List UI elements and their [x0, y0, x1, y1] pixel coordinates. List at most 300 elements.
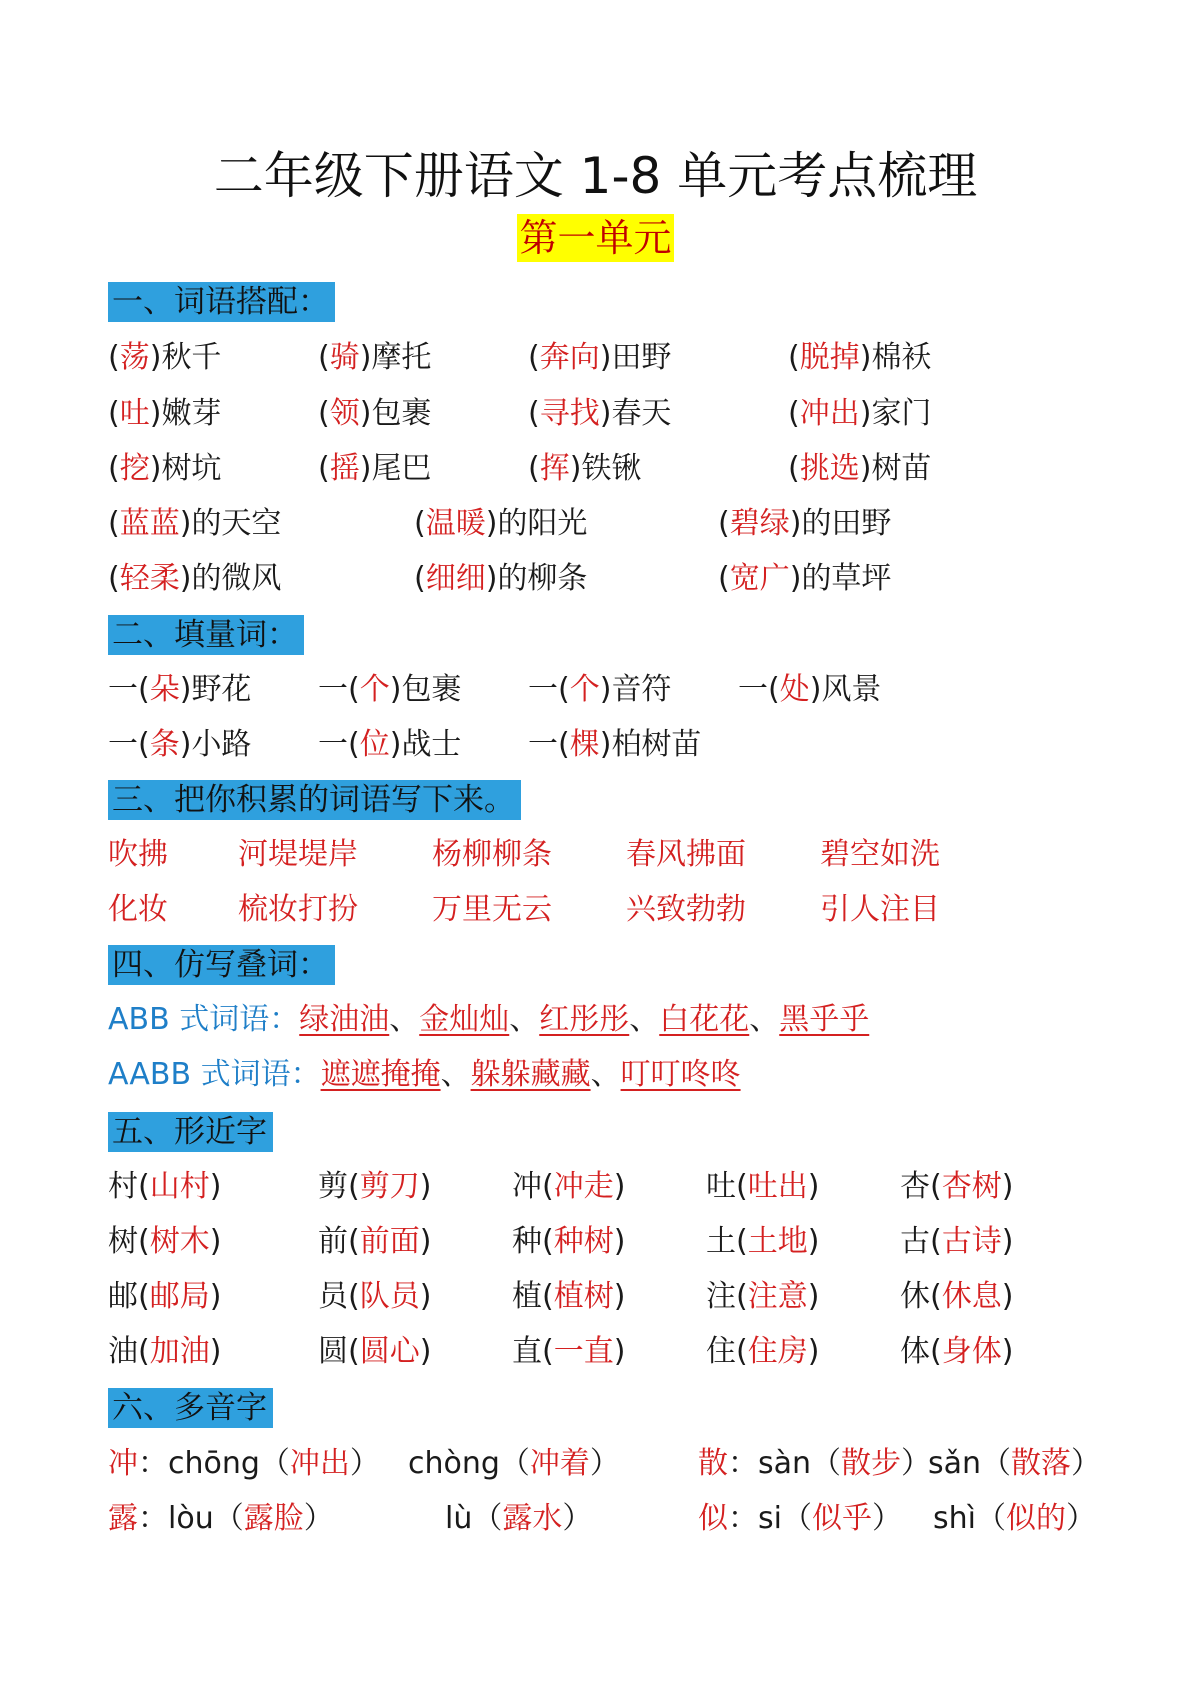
paren-close: ) — [859, 451, 872, 486]
measure-item — [528, 668, 671, 712]
paren-open: ( — [348, 1334, 360, 1369]
paren-close: ) — [485, 506, 498, 541]
answer-word: 温暖 — [425, 506, 486, 541]
answer-word: 挑选 — [799, 451, 860, 486]
example-word: 队员 — [359, 1279, 420, 1314]
paren-open: ( — [718, 561, 730, 596]
paren-close: ) — [789, 561, 802, 596]
pinyin: chòng — [408, 1446, 500, 1481]
paren-close: ) — [859, 340, 872, 375]
vocab-word: 化妆 — [108, 892, 168, 927]
base-char: 注 — [706, 1279, 736, 1314]
pairing-noun: 的微风 — [191, 561, 282, 596]
base-char: 吐 — [706, 1169, 736, 1204]
paren-close: ) — [599, 672, 612, 707]
base-char: 住 — [706, 1334, 736, 1369]
paren-close: ) — [359, 340, 372, 375]
paren-close: ) — [209, 1334, 222, 1369]
answer-word: 冲出 — [799, 396, 860, 431]
separator: 、 — [749, 1002, 780, 1037]
paren-close: ) — [209, 1169, 222, 1204]
paren-open: ( — [788, 340, 800, 375]
pairing-item — [108, 502, 281, 546]
similar-char-item — [108, 1220, 221, 1264]
answer-word: 奔向 — [539, 340, 600, 375]
similar-char-item — [512, 1275, 625, 1319]
example-word: 土地 — [747, 1224, 808, 1259]
paren-open: ( — [788, 451, 800, 486]
pairing-item — [528, 392, 671, 436]
base-char: 休 — [900, 1279, 930, 1314]
pairing-row — [0, 557, 1191, 601]
base-char: 直 — [512, 1334, 542, 1369]
measure-word: 处 — [779, 672, 810, 707]
answer-word: 领 — [329, 396, 360, 431]
paren-open: ( — [736, 1279, 748, 1314]
measure-item — [318, 723, 461, 767]
separator: 、 — [389, 1002, 420, 1037]
paren-open: ( — [542, 1169, 554, 1204]
similar-char-item — [900, 1220, 1013, 1264]
vocab-word: 春风拂面 — [626, 837, 746, 872]
example-word: 冲着 — [529, 1446, 590, 1481]
measure-word: 棵 — [569, 727, 600, 762]
pairing-row — [0, 392, 1191, 436]
polyphone-reading-2 — [928, 1442, 1101, 1486]
paren-open: ( — [528, 396, 540, 431]
example-word: 露水 — [502, 1501, 563, 1536]
paren-open: ( — [718, 506, 730, 541]
paren-open: ( — [108, 396, 120, 431]
paren-open: ( — [788, 396, 800, 431]
example-word: 杏树 — [941, 1169, 1002, 1204]
paren-close: ) — [809, 672, 822, 707]
paren-close: ) — [179, 506, 192, 541]
paren-close: ) — [359, 396, 372, 431]
colon: ： — [728, 1501, 758, 1536]
vocab-word: 吹拂 — [108, 837, 168, 872]
similar-char-item — [900, 1165, 1013, 1209]
paren-close: ) — [179, 561, 192, 596]
pairing-noun: 尾巴 — [371, 451, 432, 486]
polyphone-reading-1 — [108, 1497, 334, 1541]
similar-char-item — [900, 1330, 1013, 1374]
similar-char-item — [706, 1275, 819, 1319]
answer-word: 细细 — [425, 561, 486, 596]
example-word: 注意 — [747, 1279, 808, 1314]
measure-item — [108, 723, 251, 767]
page-title: 二年级下册语文 1-8 单元考点梳理 — [213, 147, 978, 205]
redup-word: 黑乎乎 — [779, 1002, 870, 1037]
separator: 、 — [440, 1057, 471, 1092]
base-char: 植 — [512, 1279, 542, 1314]
pairing-item — [414, 557, 587, 601]
vocab-row — [0, 833, 1191, 877]
answer-word: 宽广 — [729, 561, 790, 596]
paren-open: ( — [528, 340, 540, 375]
pairing-noun: 棉袄 — [871, 340, 932, 375]
similar-char-item — [108, 1330, 221, 1374]
similar-char-item — [900, 1275, 1013, 1319]
paren-open: （ — [781, 1501, 812, 1536]
example-word: 剪刀 — [359, 1169, 420, 1204]
paren-close: ) — [599, 727, 612, 762]
unit-title: 第一单元 — [519, 216, 672, 260]
paren-close: ) — [149, 396, 162, 431]
pairing-item — [318, 447, 431, 491]
paren-close: ) — [359, 451, 372, 486]
paren-close: ) — [569, 451, 582, 486]
measure-item — [318, 668, 461, 712]
paren-open: （ — [499, 1446, 530, 1481]
paren-open: ( — [528, 451, 540, 486]
vocab-word: 碧空如洗 — [820, 837, 940, 872]
similar-char-item — [706, 1220, 819, 1264]
paren-close: ) — [179, 727, 192, 762]
polyphone-reading-2 — [445, 1497, 592, 1541]
pairing-item — [108, 447, 221, 491]
example-word: 邮局 — [149, 1279, 210, 1314]
paren-close: ) — [807, 1334, 820, 1369]
example-word: 露脸 — [243, 1501, 304, 1536]
example-word: 加油 — [149, 1334, 210, 1369]
polyphone-reading-1 — [698, 1442, 931, 1486]
abb-label: ABB 式词语： — [108, 1002, 300, 1037]
paren-open: ( — [930, 1224, 942, 1259]
measure-word: 条 — [149, 727, 180, 762]
measure-prefix: 一( — [318, 672, 360, 707]
example-word: 似乎 — [811, 1501, 872, 1536]
polyphone-row — [0, 1497, 1191, 1541]
aabb-label: AABB 式词语： — [108, 1057, 321, 1092]
section-heading-1: 一、词语搭配： — [108, 282, 335, 322]
pinyin: chōng — [168, 1446, 260, 1481]
unit-title-wrap — [0, 214, 1191, 262]
paren-close: ) — [419, 1224, 432, 1259]
pinyin: lù — [445, 1501, 473, 1536]
paren-close: ) — [789, 506, 802, 541]
vocab-word: 杨柳柳条 — [432, 837, 552, 872]
base-char: 前 — [318, 1224, 348, 1259]
measure-noun: 小路 — [191, 727, 252, 762]
answer-word: 摇 — [329, 451, 360, 486]
paren-close: ) — [389, 727, 402, 762]
pairing-noun: 的柳条 — [497, 561, 588, 596]
polyphone-row — [0, 1442, 1191, 1486]
pairing-item — [108, 557, 281, 601]
example-word: 吐出 — [747, 1169, 808, 1204]
similar-char-row — [0, 1220, 1191, 1264]
measure-prefix: 一( — [738, 672, 780, 707]
paren-close: ) — [859, 396, 872, 431]
separator: 、 — [509, 1002, 540, 1037]
separator: 、 — [590, 1057, 621, 1092]
pairing-item — [788, 447, 931, 491]
pinyin: sǎn — [928, 1446, 982, 1481]
measure-noun: 战士 — [401, 727, 462, 762]
separator: 、 — [629, 1002, 660, 1037]
paren-close: ) — [149, 451, 162, 486]
measure-prefix: 一( — [318, 727, 360, 762]
vocab-word: 兴致勃勃 — [626, 892, 746, 927]
paren-close: ） — [589, 1446, 620, 1481]
paren-close: ) — [179, 672, 192, 707]
section-heading-5: 五、形近字 — [108, 1112, 273, 1152]
answer-word: 荡 — [119, 340, 150, 375]
pairing-noun: 摩托 — [371, 340, 432, 375]
example-word: 住房 — [747, 1334, 808, 1369]
base-char: 村 — [108, 1169, 138, 1204]
measure-noun: 风景 — [821, 672, 882, 707]
base-char: 体 — [900, 1334, 930, 1369]
paren-close: ） — [349, 1446, 380, 1481]
measure-noun: 包裹 — [401, 672, 462, 707]
section-heading-6: 六、多音字 — [108, 1388, 273, 1428]
pairing-noun: 的草坪 — [801, 561, 892, 596]
paren-close: ） — [1065, 1501, 1096, 1536]
pairing-item — [718, 502, 891, 546]
paren-open: ( — [542, 1334, 554, 1369]
example-word: 植树 — [553, 1279, 614, 1314]
vocab-word: 河堤堤岸 — [238, 837, 358, 872]
paren-close: ) — [419, 1279, 432, 1314]
paren-close: ) — [807, 1169, 820, 1204]
redup-word: 叮叮咚咚 — [620, 1057, 741, 1092]
paren-open: ( — [108, 506, 120, 541]
similar-char-item — [108, 1165, 221, 1209]
pairing-item — [318, 336, 431, 380]
pairing-item — [788, 336, 931, 380]
section-heading-3: 三、把你积累的词语写下来。 — [108, 780, 521, 820]
redup-word: 金灿灿 — [419, 1002, 510, 1037]
paren-close: ) — [613, 1334, 626, 1369]
paren-close: ) — [485, 561, 498, 596]
paren-open: ( — [138, 1334, 150, 1369]
polyphone-char: 似 — [698, 1501, 728, 1536]
paren-open: ( — [736, 1334, 748, 1369]
paren-close: ) — [807, 1224, 820, 1259]
paren-close: ) — [1001, 1169, 1014, 1204]
paren-open: ( — [930, 1169, 942, 1204]
pairing-noun: 的天空 — [191, 506, 282, 541]
polyphone-reading-1 — [698, 1497, 902, 1541]
measure-word: 位 — [359, 727, 390, 762]
paren-open: ( — [736, 1169, 748, 1204]
pairing-item — [528, 336, 671, 380]
example-word: 山村 — [149, 1169, 210, 1204]
colon: ： — [138, 1446, 168, 1481]
similar-char-item — [318, 1275, 431, 1319]
vocab-word: 梳妆打扮 — [238, 892, 358, 927]
paren-open: ( — [318, 340, 330, 375]
paren-open: ( — [108, 561, 120, 596]
pairing-noun: 田野 — [611, 340, 672, 375]
pairing-noun: 的田野 — [801, 506, 892, 541]
paren-open: ( — [138, 1169, 150, 1204]
similar-char-item — [706, 1330, 819, 1374]
paren-close: ） — [1071, 1446, 1102, 1481]
measure-item — [738, 668, 881, 712]
colon: ： — [138, 1501, 168, 1536]
example-word: 树木 — [149, 1224, 210, 1259]
paren-close: ) — [807, 1279, 820, 1314]
paren-open: （ — [213, 1501, 244, 1536]
pairing-item — [528, 447, 641, 491]
example-word: 冲走 — [553, 1169, 614, 1204]
answer-word: 碧绿 — [729, 506, 790, 541]
paren-open: ( — [138, 1224, 150, 1259]
measure-noun: 音符 — [611, 672, 672, 707]
base-char: 种 — [512, 1224, 542, 1259]
paren-close: ) — [1001, 1224, 1014, 1259]
redup-word: 红彤彤 — [539, 1002, 630, 1037]
example-word: 似的 — [1005, 1501, 1066, 1536]
example-word: 古诗 — [941, 1224, 1002, 1259]
paren-close: ) — [419, 1334, 432, 1369]
paren-close: ) — [613, 1224, 626, 1259]
paren-open: ( — [414, 561, 426, 596]
similar-char-item — [512, 1220, 625, 1264]
paren-open: （ — [975, 1501, 1006, 1536]
paren-open: ( — [108, 340, 120, 375]
measure-noun: 野花 — [191, 672, 252, 707]
paren-close: ） — [901, 1446, 932, 1481]
pairing-item — [414, 502, 587, 546]
pairing-noun: 春天 — [611, 396, 672, 431]
pairing-noun: 树坑 — [161, 451, 222, 486]
paren-close: ) — [599, 340, 612, 375]
measure-prefix: 一( — [108, 672, 150, 707]
measure-word: 朵 — [149, 672, 180, 707]
pairing-item — [718, 557, 891, 601]
answer-word: 挥 — [539, 451, 570, 486]
similar-char-row — [0, 1165, 1191, 1209]
paren-close: ) — [149, 340, 162, 375]
pairing-noun: 嫩芽 — [161, 396, 222, 431]
paren-open: （ — [981, 1446, 1012, 1481]
measure-row — [0, 668, 1191, 712]
measure-prefix: 一( — [528, 672, 570, 707]
polyphone-reading-2 — [933, 1497, 1096, 1541]
vocab-word: 万里无云 — [432, 892, 552, 927]
paren-open: ( — [542, 1279, 554, 1314]
paren-open: （ — [472, 1501, 503, 1536]
paren-close: ) — [599, 396, 612, 431]
pinyin: sàn — [758, 1446, 812, 1481]
measure-item — [108, 668, 251, 712]
paren-close: ) — [419, 1169, 432, 1204]
paren-close: ) — [209, 1224, 222, 1259]
vocab-word: 引人注目 — [820, 892, 940, 927]
polyphone-reading-2 — [408, 1442, 620, 1486]
paren-close: ) — [209, 1279, 222, 1314]
example-word: 圆心 — [359, 1334, 420, 1369]
aabb-row — [0, 1053, 1191, 1097]
answer-word: 脱掉 — [799, 340, 860, 375]
pairing-noun: 树苗 — [871, 451, 932, 486]
paren-open: ( — [348, 1224, 360, 1259]
similar-char-row — [0, 1275, 1191, 1319]
base-char: 冲 — [512, 1169, 542, 1204]
answer-word: 寻找 — [539, 396, 600, 431]
pairing-item — [108, 392, 221, 436]
paren-open: ( — [542, 1224, 554, 1259]
pairing-row — [0, 502, 1191, 546]
answer-word: 轻柔 — [119, 561, 180, 596]
pairing-item — [318, 392, 431, 436]
base-char: 员 — [318, 1279, 348, 1314]
base-char: 油 — [108, 1334, 138, 1369]
colon: ： — [728, 1446, 758, 1481]
example-word: 前面 — [359, 1224, 420, 1259]
pairing-noun: 家门 — [871, 396, 932, 431]
abb-words — [299, 1002, 869, 1037]
paren-close: ） — [871, 1501, 902, 1536]
example-word: 散落 — [1011, 1446, 1072, 1481]
aabb-line — [108, 1053, 741, 1097]
abb-row — [0, 998, 1191, 1042]
similar-char-item — [512, 1330, 625, 1374]
measure-row — [0, 723, 1191, 767]
redup-word: 绿油油 — [299, 1002, 390, 1037]
answer-word: 骑 — [329, 340, 360, 375]
base-char: 杏 — [900, 1169, 930, 1204]
paren-close: ) — [613, 1279, 626, 1314]
paren-open: ( — [930, 1279, 942, 1314]
example-word: 散步 — [841, 1446, 902, 1481]
example-word: 冲出 — [289, 1446, 350, 1481]
similar-char-item — [318, 1165, 431, 1209]
pinyin: shì — [933, 1501, 976, 1536]
measure-prefix: 一( — [108, 727, 150, 762]
pairing-noun: 秋千 — [161, 340, 222, 375]
abb-line — [108, 998, 869, 1042]
pairing-item — [108, 336, 221, 380]
paren-open: ( — [930, 1334, 942, 1369]
base-char: 土 — [706, 1224, 736, 1259]
similar-char-item — [318, 1220, 431, 1264]
answer-word: 蓝蓝 — [119, 506, 180, 541]
paren-open: ( — [414, 506, 426, 541]
measure-prefix: 一( — [528, 727, 570, 762]
pairing-row — [0, 336, 1191, 380]
section-heading-4: 四、仿写叠词： — [108, 945, 335, 985]
redup-word: 遮遮掩掩 — [320, 1057, 441, 1092]
polyphone-char: 露 — [108, 1501, 138, 1536]
paren-open: ( — [348, 1169, 360, 1204]
answer-word: 吐 — [119, 396, 150, 431]
polyphone-char: 冲 — [108, 1446, 138, 1481]
paren-close: ） — [303, 1501, 334, 1536]
pairing-noun: 包裹 — [371, 396, 432, 431]
paren-close: ) — [1001, 1279, 1014, 1314]
redup-word: 白花花 — [659, 1002, 750, 1037]
base-char: 古 — [900, 1224, 930, 1259]
section-heading-2: 二、填量词： — [108, 615, 304, 655]
paren-close: ) — [1001, 1334, 1014, 1369]
pairing-row — [0, 447, 1191, 491]
paren-open: （ — [259, 1446, 290, 1481]
pairing-noun: 铁锹 — [581, 451, 642, 486]
base-char: 圆 — [318, 1334, 348, 1369]
pairing-noun: 的阳光 — [497, 506, 588, 541]
example-word: 身体 — [941, 1334, 1002, 1369]
similar-char-item — [512, 1165, 625, 1209]
paren-close: ） — [562, 1501, 593, 1536]
polyphone-char: 散 — [698, 1446, 728, 1481]
pinyin: lòu — [168, 1501, 214, 1536]
paren-open: ( — [318, 451, 330, 486]
